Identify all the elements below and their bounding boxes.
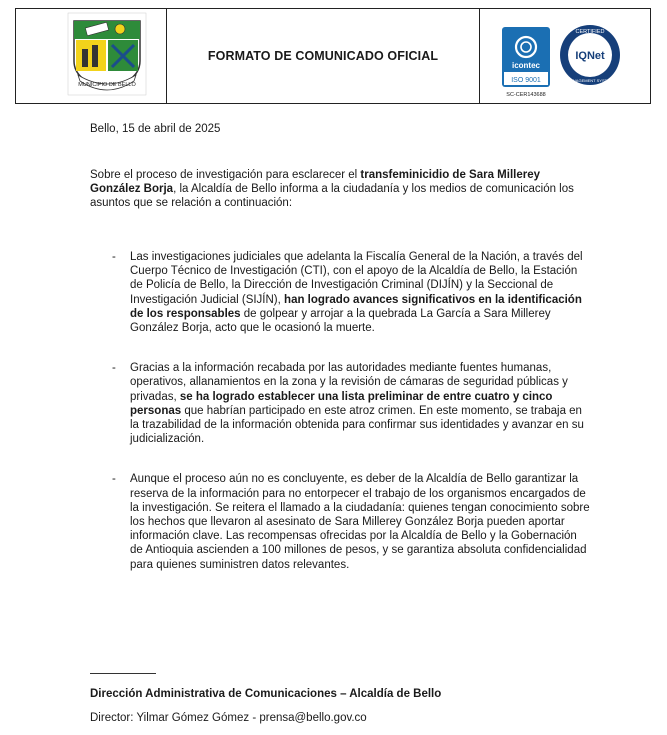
icontec-iso: ISO 9001 [511, 77, 541, 84]
iqnet-name: IQNet [575, 50, 605, 62]
bullet-item [90, 361, 590, 446]
bullet-bold: se ha logrado establecer una lista preliminar de entre cuatro y cinco personas [130, 390, 553, 417]
icontec-badge [502, 27, 550, 98]
iqnet-badge [560, 25, 620, 85]
bullet-bold: han logrado avances significativos en la identificación de los responsables [130, 293, 582, 320]
bullet-text [130, 361, 590, 446]
director-line: Director: Yilmar Gómez Gómez - prensa@bello.gov.co [90, 712, 367, 724]
header-logo-cell [16, 9, 167, 103]
municipio-bello-shield-icon [16, 9, 166, 103]
intro-paragraph [90, 168, 590, 211]
intro-text-1: Sobre el proceso de investigación para esclarecer el [90, 169, 361, 181]
document-date: Bello, 15 de abril de 2025 [90, 123, 221, 135]
bullet-text-2: que habrían participado en este atroz crimen. En este momento, se trabaja en la trazabilidad de la información obtenida para confirmar sus identidades y avanzar en su judicialización. [130, 404, 584, 446]
header-cert-cell [480, 9, 650, 103]
document-title: FORMATO DE COMUNICADO OFICIAL [167, 9, 480, 103]
intro-bold-1: transfeminicidio de Sara Millerey González Borja [90, 169, 540, 196]
bullet-text [130, 472, 590, 571]
bullet-text [130, 250, 590, 335]
icontec-name: icontec [511, 61, 541, 70]
bullet-dash: - [112, 251, 116, 263]
bullet-dash: - [112, 362, 116, 375]
bullet-text-1: Las investigaciones judiciales que adelanta la Fiscalía General de la Nación, a través del Cuerpo Técnico de Investigación (CTI), con el apoyo de la Alcaldía de Bello, la Estación de Policía de Bello, la Dirección de Investigación Criminal (DIJÍN) y la Seccional de Investigación Judicial (SIJÍN), [130, 251, 583, 306]
bullet-text-1: Gracias a la información recabada por las autoridades mediante fuentes humanas, operativos, allanamientos en la zona y la revisión de cámaras de seguridad públicas y privadas, [130, 362, 568, 403]
bullet-item [90, 250, 590, 335]
bullet-item [90, 472, 590, 571]
bullet-list [90, 250, 590, 598]
iqnet-top: CERTIFIED [575, 29, 605, 35]
signature-rule [90, 673, 156, 674]
bullet-text-1: Aunque el proceso aún no es concluyente, es deber de la Alcaldía de Bello garantizar la reserva de la información para no entorpecer el trabajo de los organismos encargados de la investigación. Se reitera el llamado a la ciudadanía: quienes tengan conocimiento sobre los hechos que llevaron al asesinato de Sara Millerey González Borja pueden aportar información clave. Las recompensas ofrecidas por la Alcaldía de Bello y la Gobernación de Antioquia ascienden a 100 millones de pesos, y se garantiza absoluta confidencialidad para quienes suministren datos relevantes. [130, 473, 590, 571]
iqnet-bottom: MANAGEMENT SYSTEM [566, 78, 614, 83]
bullet-dash: - [112, 473, 116, 486]
icontec-code: SC-CER143688 [506, 92, 546, 98]
intro-text-2: , la Alcaldía de Bello informa a la ciudadanía y los medios de comunicación los asuntos que se relación a continuación: [90, 183, 574, 210]
certifications-icon [480, 9, 650, 103]
document-header [15, 8, 651, 104]
bullet-text-2: de golpear y arrojar a la quebrada La García a Sara Millerey González Borja, acto que le ocasionó la muerte. [130, 307, 551, 335]
shield-ribbon-text: MUNICIPIO DE BELLO [78, 82, 136, 88]
signature-line: Dirección Administrativa de Comunicaciones – Alcaldía de Bello [90, 688, 442, 700]
